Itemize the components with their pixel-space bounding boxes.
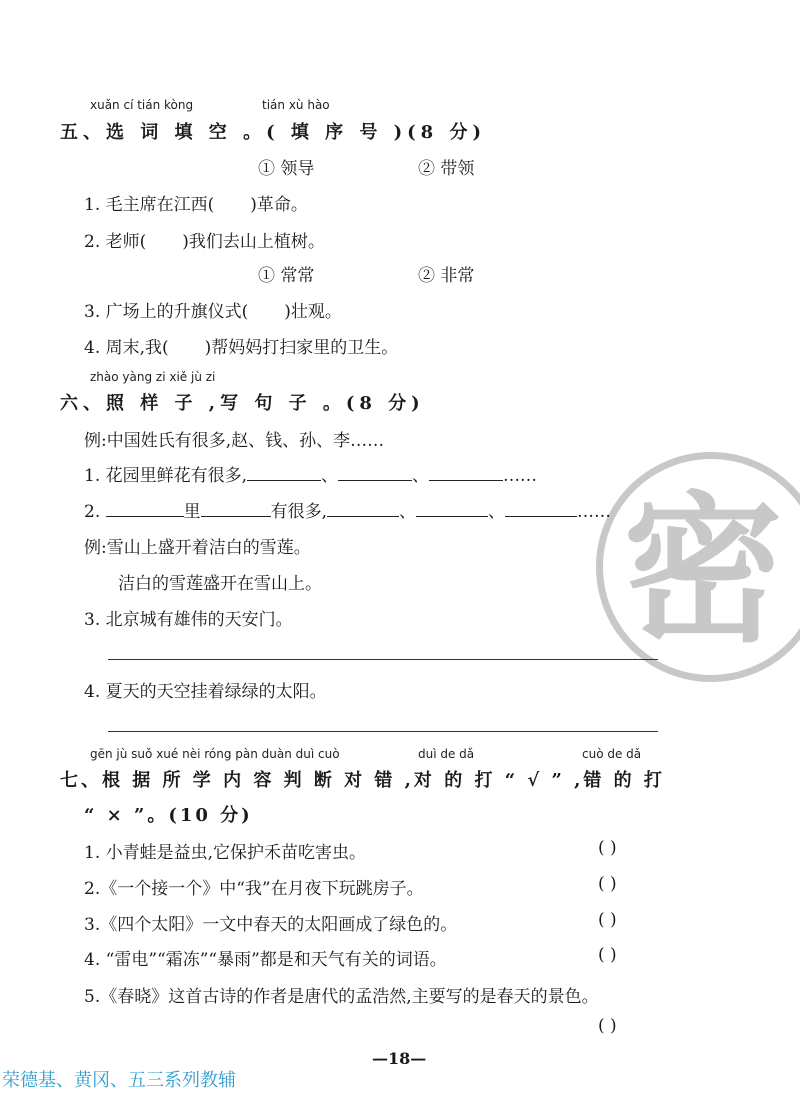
judge-box-4[interactable]: ( ) <box>598 945 617 965</box>
separator: 、 <box>399 502 417 522</box>
q4-part-b: )帮妈妈打扫家里的卫生。 <box>204 338 399 358</box>
separator: 、 <box>488 502 506 522</box>
blank-line[interactable] <box>106 502 184 517</box>
q2-part-a: 2. 老师( <box>84 232 147 252</box>
q1-prefix: 1. 花园里鲜花有很多, <box>84 466 248 486</box>
q2-word-b: 有很多, <box>270 502 328 522</box>
blank-line[interactable] <box>429 466 503 481</box>
section6-q3: 3. 北京城有雄伟的天安门。 <box>84 610 293 630</box>
section5-q2 <box>84 227 325 252</box>
blank-line[interactable] <box>247 466 321 481</box>
section5-pinyin-b: tián xù hào <box>262 98 330 112</box>
section5-pinyin-a: xuǎn cí tián kòng <box>90 98 194 112</box>
section5-title: 五、选 词 填 空 。( 填 序 号 )(8 分) <box>60 122 486 143</box>
judge-box-1[interactable]: ( ) <box>598 838 617 858</box>
judge-box-3[interactable]: ( ) <box>598 910 617 930</box>
section5-option-1b: ② 带领 <box>418 159 475 179</box>
separator: 、 <box>321 466 339 486</box>
answer-line-q4[interactable] <box>108 731 658 732</box>
q2-word-a: 里 <box>183 502 201 522</box>
blank-line[interactable] <box>338 466 412 481</box>
section5-option-2a: ① 常常 <box>258 266 315 286</box>
section6-pinyin: zhào yàng zi xiě jù zi <box>90 370 216 384</box>
section7-item-5: 5.《春晓》这首古诗的作者是唐代的孟浩然,主要写的是春天的景色。 <box>84 987 599 1007</box>
section6-title: 六、照 样 子 ,写 句 子 。(8 分) <box>60 393 425 414</box>
section6-q2 <box>84 497 611 522</box>
q2-prefix: 2. <box>84 502 106 522</box>
section7-item-4: 4. “雷电”“霜冻”“暴雨”都是和天气有关的词语。 <box>84 950 447 970</box>
judge-box-2[interactable]: ( ) <box>598 874 617 894</box>
q3-part-a: 3. 广场上的升旗仪式( <box>84 302 249 322</box>
section5-q3 <box>84 297 342 322</box>
seal-stamp <box>596 452 800 682</box>
judge-box-5[interactable]: ( ) <box>598 1016 617 1036</box>
section5-option-2b: ② 非常 <box>418 266 475 286</box>
answer-line-q3[interactable] <box>108 659 658 660</box>
blank-line[interactable] <box>416 502 488 517</box>
q4-part-a: 4. 周末,我( <box>84 338 169 358</box>
section6-q1 <box>84 461 537 486</box>
section5-option-1a: ① 领导 <box>258 159 315 179</box>
footer-brand: 荣德基、黄冈、五三系列教辅 <box>2 1070 236 1091</box>
seal-character: 密 <box>623 477 784 664</box>
section7-pinyin-3: cuò de dǎ <box>582 747 642 761</box>
q2-part-b: )我们去山上植树。 <box>182 232 325 252</box>
q1-part-b: )革命。 <box>250 195 308 215</box>
section6-example1: 例:中国姓氏有很多,赵、钱、孙、李…… <box>84 431 385 451</box>
section7-title-line1: 七、根 据 所 学 内 容 判 断 对 错 ,对 的 打 “ √ ” ,错 的 打 <box>60 770 665 791</box>
ellipsis: …… <box>503 466 538 486</box>
blank-line[interactable] <box>201 502 271 517</box>
q3-part-b: )壮观。 <box>284 302 342 322</box>
blank-line[interactable] <box>505 502 577 517</box>
section7-item-3: 3.《四个太阳》一文中春天的太阳画成了绿色的。 <box>84 915 458 935</box>
section7-pinyin-2: duì de dǎ <box>418 747 475 761</box>
section5-q1 <box>84 190 308 215</box>
separator: 、 <box>412 466 430 486</box>
blank-line[interactable] <box>327 502 399 517</box>
section7-item-1: 1. 小青蛙是益虫,它保护禾苗吃害虫。 <box>84 843 367 863</box>
section5-q4 <box>84 333 398 358</box>
ellipsis: …… <box>577 502 612 522</box>
q1-part-a: 1. 毛主席在江西( <box>84 195 215 215</box>
section6-example2-line1: 例:雪山上盛开着洁白的雪莲。 <box>84 538 311 558</box>
page-number: —18— <box>372 1049 427 1068</box>
section7-item-2: 2.《一个接一个》中“我”在月夜下玩跳房子。 <box>84 879 424 899</box>
section7-pinyin-1: gēn jù suǒ xué nèi róng pàn duàn duì cuò <box>90 747 340 761</box>
section6-q4: 4. 夏天的天空挂着绿绿的太阳。 <box>84 682 327 702</box>
section6-example2-line2: 洁白的雪莲盛开在雪山上。 <box>118 574 322 594</box>
section7-title-line2: “ × ”。(10 分) <box>84 805 253 826</box>
